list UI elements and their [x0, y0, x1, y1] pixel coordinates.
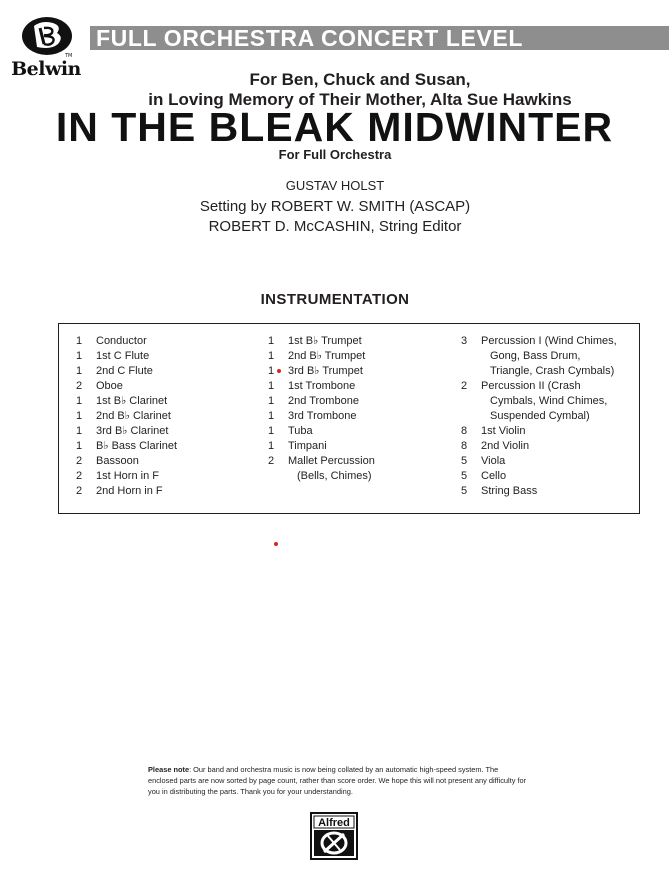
instrument-name: Timpani	[288, 440, 327, 452]
instrument-quantity: 1	[76, 425, 83, 437]
instrumentation-box	[58, 323, 640, 514]
instrument-quantity: 1	[268, 425, 275, 437]
instrument-row	[268, 409, 458, 424]
instrument-row	[76, 424, 266, 439]
instrument-name: Conductor	[96, 335, 147, 347]
instrument-name: 1st Trombone	[288, 380, 356, 392]
instrument-row	[268, 334, 458, 349]
instrument-name: Viola	[481, 455, 506, 467]
instrument-name: Cello	[481, 470, 507, 482]
instrument-row	[268, 349, 458, 364]
instrument-quantity	[461, 394, 481, 409]
instrument-quantity: 8	[461, 440, 468, 452]
instrument-name: Mallet Percussion	[288, 455, 375, 467]
belwin-logo-text: Belwin	[11, 58, 81, 80]
instrument-name: 1st Horn in F	[96, 470, 159, 482]
instrument-row	[76, 379, 266, 394]
page-subtitle: For Full Orchestra	[278, 147, 392, 162]
instrument-row	[268, 469, 458, 484]
level-banner-label: FULL ORCHESTRA CONCERT LEVEL	[96, 25, 523, 51]
instrument-quantity	[268, 469, 288, 484]
instrument-name: Cymbals, Wind Chimes,	[490, 395, 608, 407]
collation-note	[148, 764, 528, 797]
composer-credit: GUSTAV HOLST	[285, 178, 385, 193]
alfred-logo-text: Alfred	[318, 817, 350, 829]
instrument-quantity	[461, 349, 481, 364]
instrument-row	[76, 454, 266, 469]
instrument-row	[268, 379, 458, 394]
instrument-quantity: 2	[76, 470, 83, 482]
instrument-row	[76, 484, 266, 499]
instrument-name: (Bells, Chimes)	[297, 470, 372, 482]
instrument-row	[76, 439, 266, 454]
instrument-row	[461, 349, 639, 364]
instrument-quantity: 2	[76, 380, 83, 392]
instrument-row	[268, 364, 458, 379]
instrument-quantity: 1	[268, 335, 275, 347]
instrument-name: Triangle, Crash Cymbals)	[490, 365, 615, 377]
instrument-quantity: 1	[76, 335, 83, 347]
instrument-quantity: 1	[76, 365, 83, 377]
belwin-logo	[4, 14, 88, 80]
instrument-quantity: 2	[76, 455, 83, 467]
instrument-name: 1st C Flute	[96, 350, 150, 362]
instrument-quantity	[461, 409, 481, 424]
instrument-row	[76, 334, 266, 349]
svg-text:TM: TM	[65, 53, 73, 58]
instrument-row	[461, 409, 639, 424]
instrument-row	[268, 394, 458, 409]
instrument-name: Bassoon	[96, 455, 139, 467]
instrument-row	[461, 334, 639, 349]
instrument-quantity: 1	[76, 350, 83, 362]
instrument-name: 2nd Horn in F	[96, 485, 163, 497]
instrument-quantity: 1	[76, 440, 83, 452]
belwin-logo-icon	[20, 14, 76, 58]
instrument-name: Suspended Cymbal)	[490, 410, 590, 422]
page-title: IN THE BLEAK MIDWINTER	[55, 104, 614, 150]
dedication-line-2: in Loving Memory of Their Mother, Alta Sue Hawkins	[148, 90, 572, 109]
instrument-row	[268, 454, 458, 469]
instrument-quantity: 1	[268, 395, 275, 407]
instrument-quantity: 5	[461, 470, 468, 482]
instrumentation-heading: INSTRUMENTATION	[260, 291, 410, 308]
collation-note-label: Please note	[148, 765, 190, 774]
instrument-row	[461, 454, 639, 469]
instrument-row	[76, 469, 266, 484]
instrumentation-column-1	[76, 334, 266, 499]
instrument-quantity: 2	[268, 455, 275, 467]
instrument-name: 2nd C Flute	[96, 365, 153, 377]
instrument-quantity: 2	[461, 380, 468, 392]
instrument-name: 1st B♭ Trumpet	[288, 335, 362, 347]
instrument-quantity: 2	[76, 485, 83, 497]
instrument-row	[461, 469, 639, 484]
instrument-name: 2nd Trombone	[288, 395, 359, 407]
instrument-quantity: 1	[268, 380, 275, 392]
instrument-name: 2nd B♭ Clarinet	[96, 410, 171, 422]
instrument-quantity: 8	[461, 425, 468, 437]
instrument-quantity: 1	[268, 365, 275, 377]
instrument-quantity: 1	[268, 410, 275, 422]
instrument-name: 3rd B♭ Clarinet	[96, 425, 169, 437]
editor-credit: ROBERT D. McCASHIN, String Editor	[208, 218, 462, 235]
instrument-name: 2nd B♭ Trumpet	[288, 350, 366, 362]
instrument-name: Percussion I (Wind Chimes,	[481, 335, 617, 347]
instrument-quantity: 1	[76, 410, 83, 422]
instrument-quantity	[461, 364, 481, 379]
instrument-row	[461, 424, 639, 439]
instrument-row	[76, 349, 266, 364]
instrument-name: 1st Violin	[481, 425, 526, 437]
instrumentation-column-3	[461, 334, 639, 499]
instrument-row	[76, 364, 266, 379]
collation-note-text: : Our band and orchestra music is now being collated by an automatic high-speed system. The enclosed parts are now sorted by page count, rather than score order. We hope this will not present any difficulty for you in distributing the parts. Thank you for your understanding.	[148, 765, 527, 796]
instrument-quantity: 5	[461, 455, 468, 467]
instrument-quantity: 3	[461, 335, 468, 347]
instrument-name: B♭ Bass Clarinet	[96, 440, 177, 452]
instrument-name: Percussion II (Crash	[481, 380, 581, 392]
instrument-name: Gong, Bass Drum,	[490, 350, 581, 362]
instrument-name: 1st B♭ Clarinet	[96, 395, 168, 407]
arranger-credit: Setting by ROBERT W. SMITH (ASCAP)	[199, 198, 471, 215]
instrument-name: 2nd Violin	[481, 440, 530, 452]
instrument-row	[461, 394, 639, 409]
instrument-row	[461, 379, 639, 394]
instrument-name: 3rd B♭ Trumpet	[288, 365, 363, 377]
alfred-logo-icon	[310, 812, 358, 860]
instrument-quantity: 5	[461, 485, 468, 497]
instrumentation-column-2	[268, 334, 458, 484]
level-banner	[90, 26, 669, 50]
instrument-row	[268, 424, 458, 439]
instrument-quantity: 1	[268, 440, 275, 452]
instrument-row	[461, 484, 639, 499]
instrument-name: Tuba	[288, 425, 313, 437]
dedication-line-1: For Ben, Chuck and Susan,	[249, 70, 471, 89]
instrument-row	[76, 409, 266, 424]
instrument-quantity: 1	[268, 350, 275, 362]
instrument-row	[461, 364, 639, 379]
instrument-quantity: 1	[76, 395, 83, 407]
red-mark-dot	[277, 369, 281, 373]
instrument-row	[76, 394, 266, 409]
red-mark-dot	[274, 542, 278, 546]
instrument-row	[461, 439, 639, 454]
instrument-row	[268, 439, 458, 454]
instrument-name: String Bass	[481, 485, 538, 497]
instrument-name: Oboe	[96, 380, 123, 392]
instrument-name: 3rd Trombone	[288, 410, 357, 422]
